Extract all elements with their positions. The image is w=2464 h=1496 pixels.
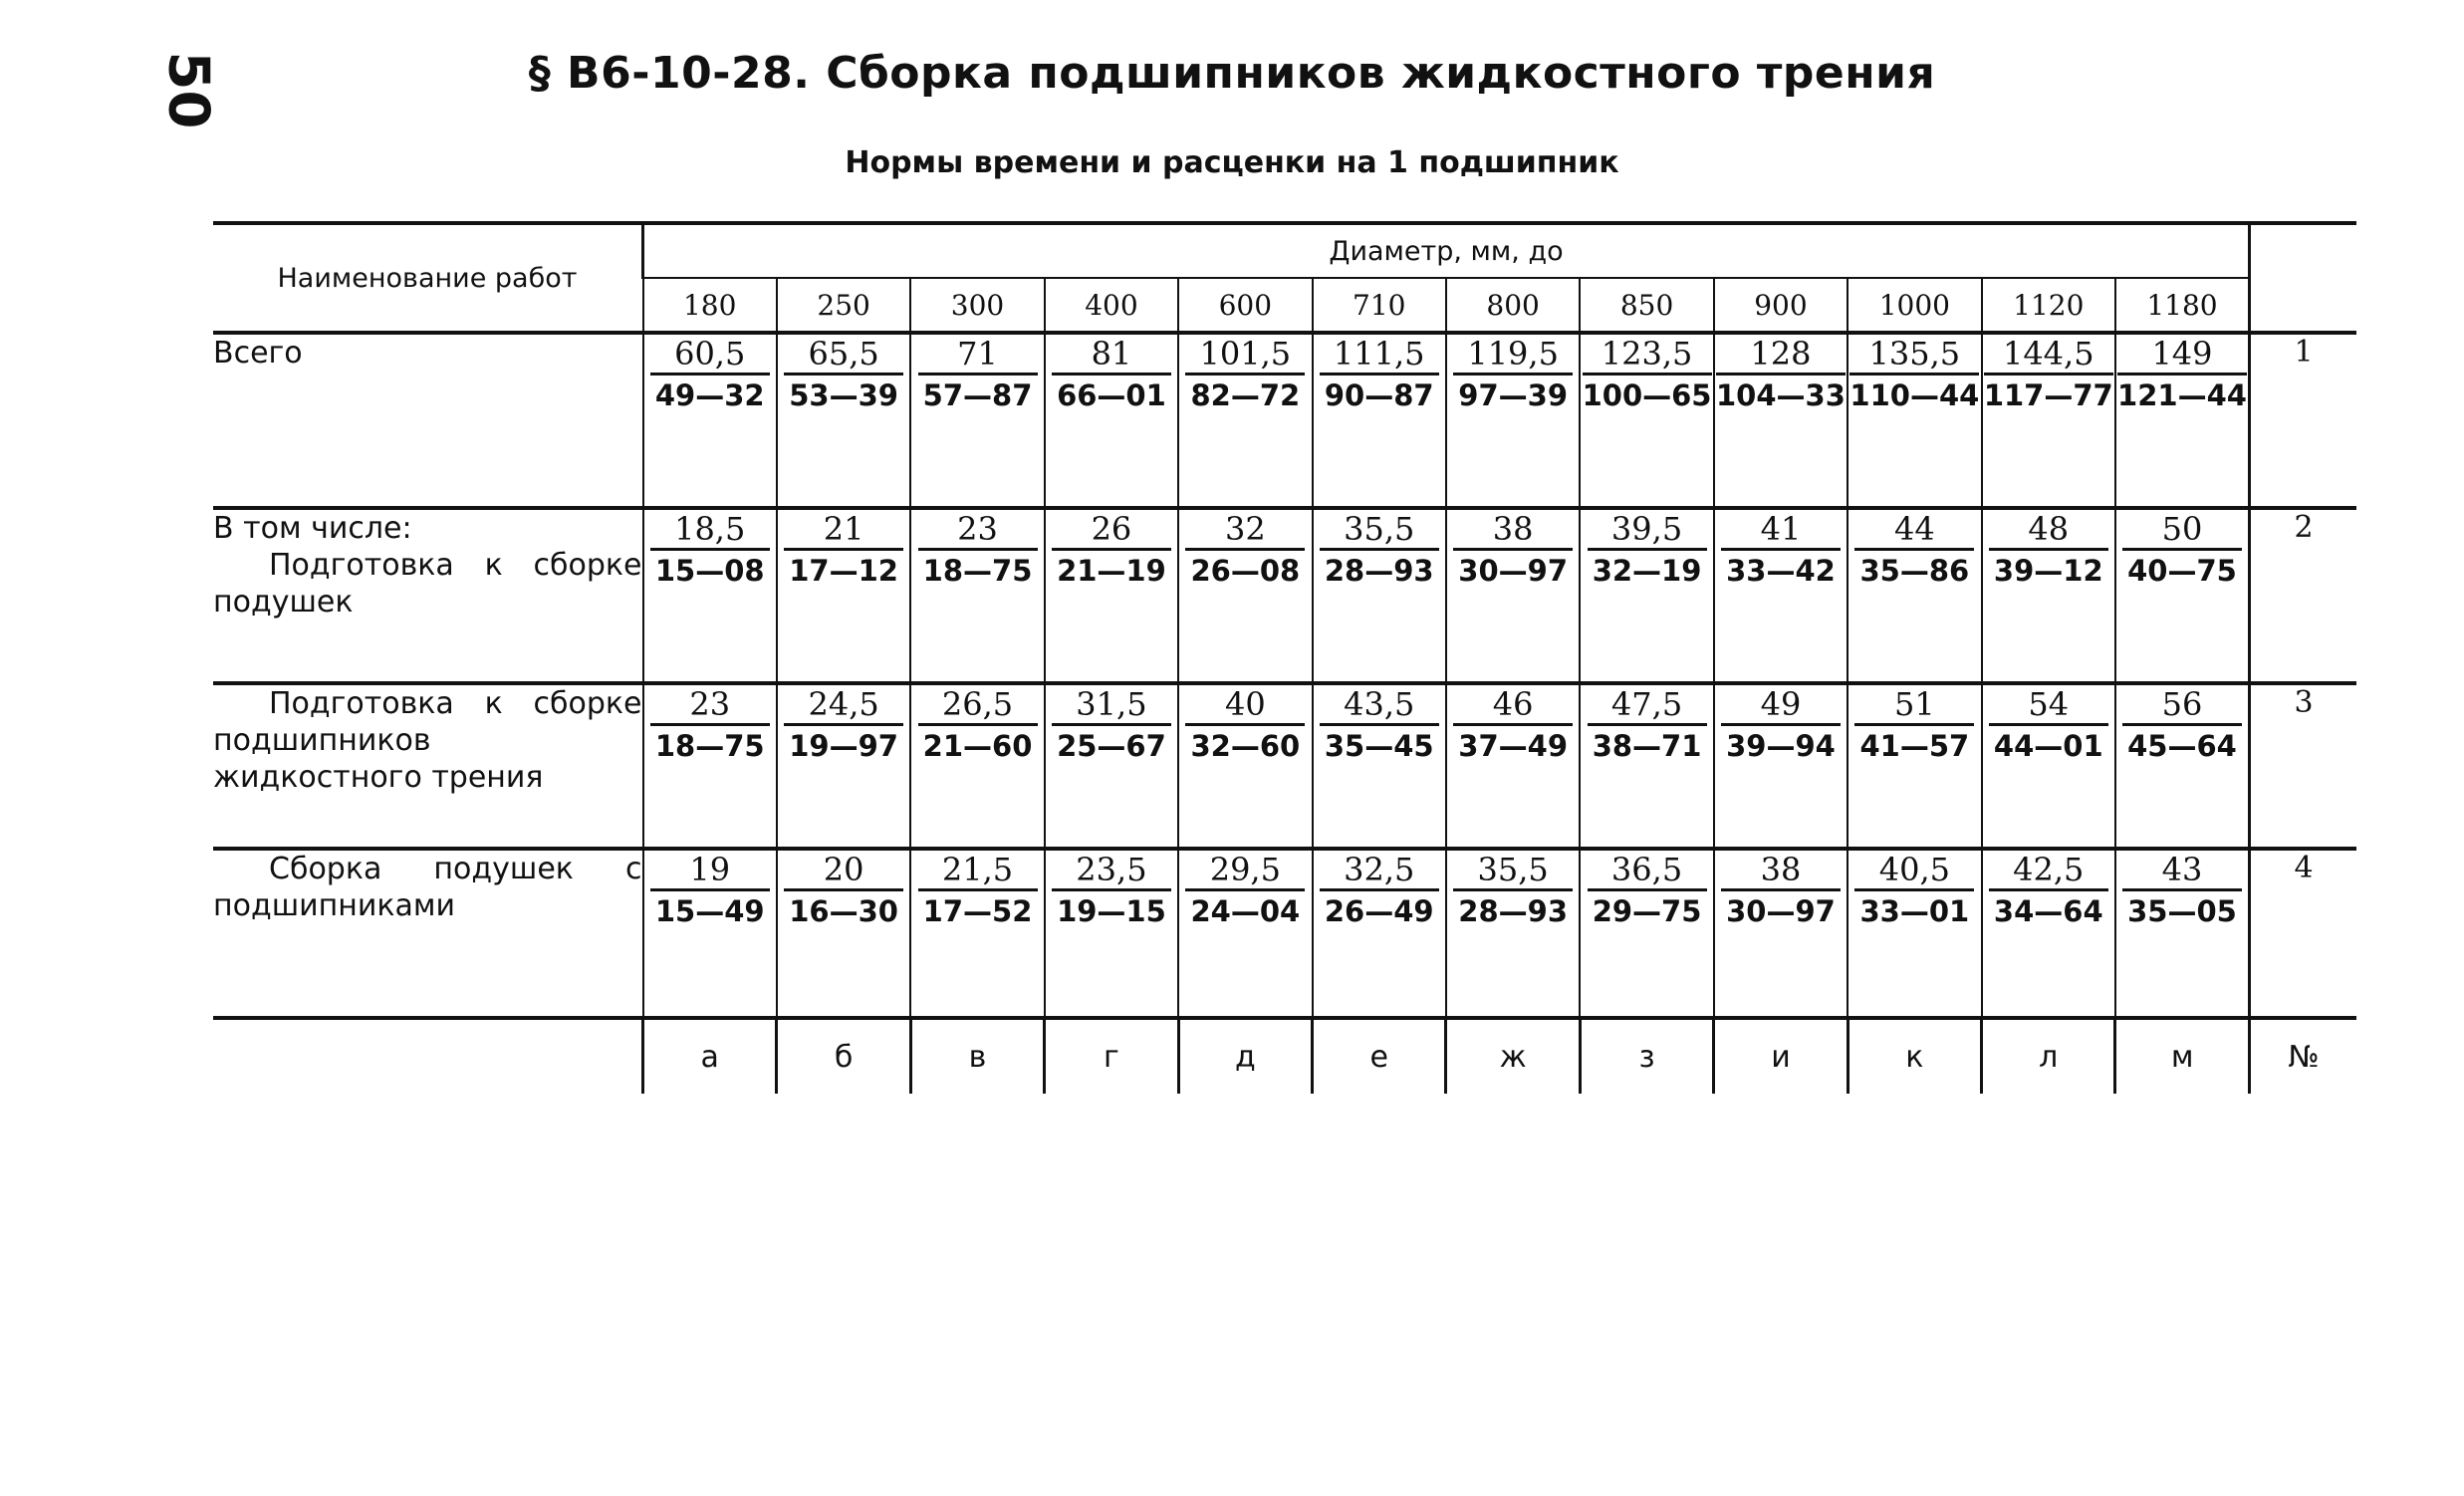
- norm-fraction: [1052, 335, 1171, 415]
- rate-price: 35—86: [1859, 554, 1970, 588]
- value-cell: [777, 849, 910, 1018]
- value-cell: [2115, 849, 2250, 1018]
- value-cell: [1045, 508, 1178, 683]
- row-number: 1: [2250, 333, 2357, 508]
- rate-price: 53—39: [789, 378, 898, 412]
- time-norm: 21: [784, 510, 903, 551]
- time-norm: 50: [2122, 510, 2242, 551]
- norm-fraction: [784, 685, 903, 766]
- value-cell: [910, 333, 1044, 508]
- work-name-indented: Сборка подушек с подшипниками: [213, 852, 642, 923]
- rate-price: 57—87: [922, 378, 1033, 412]
- value-cell: [1178, 849, 1312, 1018]
- value-cell: [1045, 683, 1178, 849]
- row-number: 3: [2250, 683, 2357, 849]
- rate-price: 39—94: [1726, 729, 1836, 763]
- norm-fraction: [1849, 335, 1979, 415]
- work-name-indented: Подготовка к сборке подушек: [213, 548, 642, 620]
- time-norm: 35,5: [1453, 851, 1573, 891]
- value-cell: [1714, 508, 1848, 683]
- work-name-cell: [213, 683, 643, 849]
- rate-price: 25—67: [1057, 729, 1166, 763]
- rate-price: 18—75: [922, 554, 1033, 588]
- work-name-cell: [213, 508, 643, 683]
- rate-price: 21—60: [922, 729, 1033, 763]
- value-cell: [1313, 849, 1446, 1018]
- table-row: [213, 849, 2356, 1018]
- time-norm: 128: [1716, 335, 1846, 375]
- column-letter: ж: [1446, 1018, 1580, 1094]
- norm-fraction: [1320, 685, 1439, 766]
- norm-fraction: [650, 335, 770, 415]
- diameter-header-cell: 250: [777, 278, 910, 333]
- norm-fraction: [1453, 685, 1573, 766]
- norms-table: [213, 221, 2356, 1094]
- table-row: [213, 333, 2356, 508]
- norm-fraction: [1052, 851, 1171, 931]
- norm-fraction: [1052, 685, 1171, 766]
- rate-price: 33—42: [1726, 554, 1836, 588]
- footer-empty-cell: [213, 1018, 643, 1094]
- value-cell: [1313, 333, 1446, 508]
- rate-price: 24—04: [1190, 894, 1301, 928]
- value-cell: [1580, 683, 1713, 849]
- value-cell: [1580, 508, 1713, 683]
- time-norm: 23: [918, 510, 1038, 551]
- value-cell: [1982, 683, 2115, 849]
- norm-fraction: [1854, 510, 1974, 591]
- time-norm: 31,5: [1052, 685, 1171, 726]
- norm-fraction: [2122, 851, 2242, 931]
- rate-price: 18—75: [654, 729, 765, 763]
- time-norm: 144,5: [1984, 335, 2113, 375]
- rate-price: 66—01: [1057, 378, 1166, 412]
- rate-price: 26—08: [1190, 554, 1301, 588]
- value-cell: [2115, 508, 2250, 683]
- value-cell: [1178, 333, 1312, 508]
- rate-price: 15—08: [654, 554, 765, 588]
- time-norm: 32,5: [1320, 851, 1439, 891]
- time-norm: 44: [1854, 510, 1974, 551]
- rate-price: 121—44: [2117, 378, 2247, 412]
- norm-fraction: [1453, 335, 1573, 415]
- time-norm: 35,5: [1320, 510, 1439, 551]
- value-cell: [1714, 849, 1848, 1018]
- rate-price: 117—77: [1983, 378, 2113, 412]
- rate-price: 90—87: [1324, 378, 1434, 412]
- column-letter: е: [1313, 1018, 1446, 1094]
- value-cell: [1045, 333, 1178, 508]
- time-norm: 19: [650, 851, 770, 891]
- rate-price: 40—75: [2127, 554, 2237, 588]
- diameter-header-cell: 710: [1313, 278, 1446, 333]
- value-cell: [1580, 849, 1713, 1018]
- header-row-number-column: [2250, 223, 2357, 333]
- diameter-header-cell: 850: [1580, 278, 1713, 333]
- rate-price: 19—15: [1057, 894, 1166, 928]
- time-norm: 81: [1052, 335, 1171, 375]
- work-name-cell: [213, 333, 643, 508]
- value-cell: [2115, 683, 2250, 849]
- diameter-header-cell: 1180: [2115, 278, 2250, 333]
- time-norm: 32: [1185, 510, 1305, 551]
- norm-fraction: [1854, 685, 1974, 766]
- norm-fraction: [1588, 510, 1707, 591]
- number-label: №: [2288, 1039, 2320, 1075]
- norm-fraction: [1984, 335, 2113, 415]
- value-cell: [643, 508, 777, 683]
- norm-fraction: [1721, 685, 1841, 766]
- rate-price: 32—60: [1190, 729, 1301, 763]
- work-name: Всего: [213, 336, 303, 371]
- time-norm: 111,5: [1320, 335, 1439, 375]
- value-cell: [777, 333, 910, 508]
- column-letters-row: [213, 1018, 2356, 1094]
- rate-price: 28—93: [1324, 554, 1434, 588]
- norm-fraction: [1583, 335, 1712, 415]
- time-norm: 46: [1453, 685, 1573, 726]
- time-norm: 71: [918, 335, 1038, 375]
- time-norm: 36,5: [1588, 851, 1707, 891]
- rate-price: 15—49: [654, 894, 765, 928]
- value-cell: [1446, 849, 1580, 1018]
- value-cell: [1580, 333, 1713, 508]
- norm-fraction: [1185, 685, 1305, 766]
- row-number: 2: [2250, 508, 2357, 683]
- time-norm: 26: [1052, 510, 1171, 551]
- rate-price: 26—49: [1324, 894, 1434, 928]
- time-norm: 24,5: [784, 685, 903, 726]
- norm-fraction: [1453, 851, 1573, 931]
- time-norm: 42,5: [1989, 851, 2108, 891]
- value-cell: [1982, 508, 2115, 683]
- column-letter: а: [643, 1018, 777, 1094]
- value-cell: [777, 683, 910, 849]
- work-name-indented: Подготовка к сборке подшипников жидкостного трения: [213, 686, 642, 795]
- rate-price: 19—97: [789, 729, 898, 763]
- norm-fraction: [1716, 335, 1846, 415]
- work-name: В том числе:: [213, 511, 412, 546]
- norm-fraction: [650, 685, 770, 766]
- time-norm: 23,5: [1052, 851, 1171, 891]
- diameter-header-cell: 1000: [1848, 278, 1981, 333]
- norm-fraction: [784, 851, 903, 931]
- time-norm: 38: [1721, 851, 1841, 891]
- rate-price: 104—33: [1716, 378, 1846, 412]
- norm-fraction: [1320, 851, 1439, 931]
- time-norm: 23: [650, 685, 770, 726]
- time-norm: 149: [2117, 335, 2247, 375]
- diameter-header-cell: 300: [910, 278, 1044, 333]
- norm-fraction: [1588, 851, 1707, 931]
- header-work-name: Наименование работ: [213, 223, 643, 333]
- rate-price: 30—97: [1726, 894, 1836, 928]
- norm-fraction: [918, 510, 1038, 591]
- column-letter: к: [1848, 1018, 1981, 1094]
- rate-price: 45—64: [2127, 729, 2237, 763]
- rate-price: 30—97: [1458, 554, 1568, 588]
- value-cell: [1313, 683, 1446, 849]
- norm-fraction: [1588, 685, 1707, 766]
- time-norm: 41: [1721, 510, 1841, 551]
- rate-price: 100—65: [1582, 378, 1712, 412]
- time-norm: 43: [2122, 851, 2242, 891]
- rate-price: 16—30: [789, 894, 898, 928]
- norm-fraction: [1854, 851, 1974, 931]
- value-cell: [1714, 333, 1848, 508]
- row-number: 4: [2250, 849, 2357, 1018]
- time-norm: 38: [1453, 510, 1573, 551]
- norm-fraction: [1721, 510, 1841, 591]
- time-norm: 135,5: [1849, 335, 1979, 375]
- value-cell: [1446, 683, 1580, 849]
- column-letter: г: [1045, 1018, 1178, 1094]
- rate-price: 35—05: [2127, 894, 2237, 928]
- value-cell: [2115, 333, 2250, 508]
- value-cell: [1178, 683, 1312, 849]
- value-cell: [910, 508, 1044, 683]
- time-norm: 40,5: [1854, 851, 1974, 891]
- norm-fraction: [1989, 851, 2108, 931]
- diameter-header-cell: 1120: [1982, 278, 2115, 333]
- column-letter: в: [910, 1018, 1044, 1094]
- rate-price: 82—72: [1190, 378, 1301, 412]
- norm-fraction: [1185, 510, 1305, 591]
- rate-price: 110—44: [1849, 378, 1980, 412]
- norm-fraction: [918, 851, 1038, 931]
- rate-price: 21—19: [1057, 554, 1166, 588]
- rate-price: 29—75: [1592, 894, 1702, 928]
- value-cell: [643, 333, 777, 508]
- value-cell: [1045, 849, 1178, 1018]
- time-norm: 18,5: [650, 510, 770, 551]
- column-letter: з: [1580, 1018, 1713, 1094]
- value-cell: [643, 849, 777, 1018]
- value-cell: [1848, 849, 1981, 1018]
- norm-fraction: [1989, 685, 2108, 766]
- rate-price: 49—32: [654, 378, 765, 412]
- diameter-header-cell: 900: [1714, 278, 1848, 333]
- column-letter: и: [1714, 1018, 1848, 1094]
- time-norm: 56: [2122, 685, 2242, 726]
- column-letter: м: [2115, 1018, 2250, 1094]
- rate-price: 17—12: [789, 554, 898, 588]
- rate-price: 35—45: [1324, 729, 1434, 763]
- rate-price: 38—71: [1592, 729, 1702, 763]
- rate-price: 34—64: [1993, 894, 2103, 928]
- value-cell: [1848, 683, 1981, 849]
- value-cell: [1446, 508, 1580, 683]
- table-row: [213, 683, 2356, 849]
- column-letter: д: [1178, 1018, 1312, 1094]
- time-norm: 60,5: [650, 335, 770, 375]
- diameter-header-cell: 800: [1446, 278, 1580, 333]
- diameter-header-cell: 400: [1045, 278, 1178, 333]
- time-norm: 65,5: [784, 335, 903, 375]
- time-norm: 20: [784, 851, 903, 891]
- value-cell: [1313, 508, 1446, 683]
- column-letter: л: [1982, 1018, 2115, 1094]
- time-norm: 123,5: [1583, 335, 1712, 375]
- time-norm: 119,5: [1453, 335, 1573, 375]
- norm-fraction: [1052, 510, 1171, 591]
- diameter-header-cell: 600: [1178, 278, 1312, 333]
- value-cell: [643, 683, 777, 849]
- page-number: 50: [155, 51, 221, 129]
- rate-price: 28—93: [1458, 894, 1568, 928]
- value-cell: [910, 849, 1044, 1018]
- norm-fraction: [2122, 510, 2242, 591]
- time-norm: 54: [1989, 685, 2108, 726]
- value-cell: [1982, 333, 2115, 508]
- norm-fraction: [650, 851, 770, 931]
- norm-fraction: [918, 685, 1038, 766]
- norm-fraction: [1453, 510, 1573, 591]
- norm-fraction: [2122, 685, 2242, 766]
- norm-fraction: [1320, 510, 1439, 591]
- rate-price: 41—57: [1859, 729, 1970, 763]
- time-norm: 49: [1721, 685, 1841, 726]
- rate-price: 32—19: [1592, 554, 1702, 588]
- time-norm: 51: [1854, 685, 1974, 726]
- table-row: [213, 508, 2356, 683]
- rate-price: 39—12: [1993, 554, 2103, 588]
- value-cell: [777, 508, 910, 683]
- value-cell: [1848, 333, 1981, 508]
- rate-price: 44—01: [1993, 729, 2103, 763]
- time-norm: 29,5: [1185, 851, 1305, 891]
- norm-fraction: [650, 510, 770, 591]
- value-cell: [1714, 683, 1848, 849]
- norm-fraction: [784, 335, 903, 415]
- time-norm: 26,5: [918, 685, 1038, 726]
- header-diameter: Диаметр, мм, до: [643, 223, 2250, 278]
- norm-fraction: [1185, 335, 1305, 415]
- diameter-header-cell: 180: [643, 278, 777, 333]
- norm-fraction: [1320, 335, 1439, 415]
- column-letter: б: [777, 1018, 910, 1094]
- rate-price: 33—01: [1859, 894, 1970, 928]
- value-cell: [1848, 508, 1981, 683]
- norm-fraction: [1989, 510, 2108, 591]
- section-title: § В6-10-28. Сборка подшипников жидкостного трения: [528, 48, 1936, 99]
- time-norm: 39,5: [1588, 510, 1707, 551]
- norm-fraction: [1721, 851, 1841, 931]
- work-name-cell: [213, 849, 643, 1018]
- table-subtitle: Нормы времени и расценки на 1 подшипник: [845, 145, 1619, 180]
- value-cell: [1446, 333, 1580, 508]
- value-cell: [1178, 508, 1312, 683]
- rate-price: 97—39: [1458, 378, 1568, 412]
- rate-price: 17—52: [922, 894, 1033, 928]
- time-norm: 47,5: [1588, 685, 1707, 726]
- time-norm: 101,5: [1185, 335, 1305, 375]
- value-cell: [1982, 849, 2115, 1018]
- time-norm: 40: [1185, 685, 1305, 726]
- norm-fraction: [784, 510, 903, 591]
- time-norm: 43,5: [1320, 685, 1439, 726]
- norm-fraction: [2117, 335, 2247, 415]
- value-cell: [910, 683, 1044, 849]
- time-norm: 21,5: [918, 851, 1038, 891]
- time-norm: 48: [1989, 510, 2108, 551]
- norm-fraction: [918, 335, 1038, 415]
- norm-fraction: [1185, 851, 1305, 931]
- rate-price: 37—49: [1458, 729, 1568, 763]
